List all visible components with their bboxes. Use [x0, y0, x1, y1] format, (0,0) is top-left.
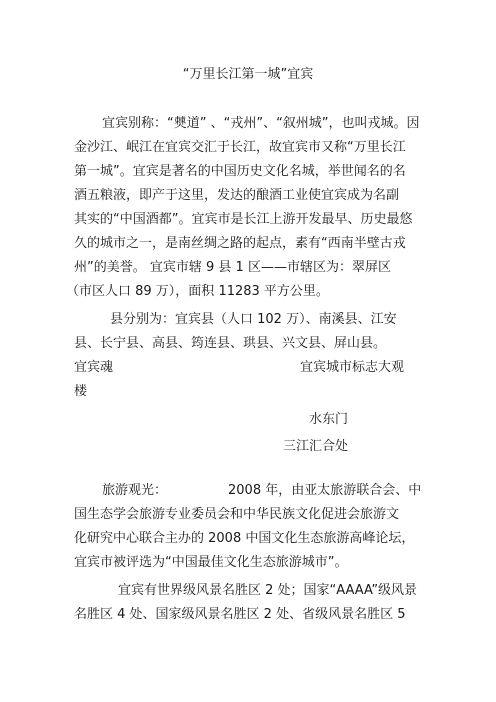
landmark-item: 水东门: [309, 412, 349, 427]
paragraph-1-line-5: 其实的“中国酒都”。宜宾市是长江上游开发最早、历史最悠: [74, 212, 413, 227]
landmark-label: 宜宾城市标志大观: [300, 360, 405, 375]
soul-label: 宜宾魂: [74, 360, 114, 375]
landmark-label-cont: 楼: [74, 384, 88, 399]
tourism-label: 旅游观光：: [102, 483, 168, 498]
paragraph-2-line-2: 县、长宁县、高县、筠连县、珙县、兴文县、屏山县。: [74, 336, 387, 351]
paragraph-1-line-6: 久的城市之一，是南丝绸之路的起点，素有“西南半壁古戎: [74, 236, 406, 251]
paragraph-4-line-1: 宜宾有世界级风景名胜区 2 处；国家“AAAA”级风景: [118, 583, 418, 598]
document-title: “万里长江第一城”宜宾: [182, 67, 314, 82]
paragraph-1-line-1: 宜宾别称：“僰道” 、“戎州”、“叙州城”，也叫戎城。因: [102, 116, 420, 131]
paragraph-3-line-3: 化研究中心联合主办的 2008 中国文化生态旅游高峰论坛，: [74, 531, 415, 546]
paragraph-4-line-2: 名胜区 4 处、国家级风景名胜区 2 处、省级风景名胜区 5: [74, 607, 406, 622]
paragraph-1-line-4: 酒五粮液，即产于这里，发达的酿酒工业使宜宾成为名副: [74, 188, 400, 203]
paragraph-1-line-7: 州”的美誉。 宜宾市辖 9 县 1 区——市辖区为：翠屏区: [74, 260, 391, 275]
landmark-item: 三江汇合处: [283, 439, 349, 454]
paragraph-3-line-4: 宜宾市被评选为“中国最佳文化生态旅游城市”。: [74, 555, 348, 570]
paragraph-3-line-1: 2008 年，由亚太旅游联合会、中: [228, 483, 422, 498]
paragraph-1-line-3: 第一城”。宜宾是著名的中国历史文化名城，举世闻名的名: [74, 164, 406, 179]
paragraph-3-line-2: 国生态学会旅游专业委员会和中华民族文化促进会旅游文: [74, 507, 400, 522]
paragraph-1-line-8: （市区人口 89 万），面积 11283 平方公里。: [66, 284, 329, 299]
paragraph-2-line-1: 县分别为：宜宾县（人口 102 万）、南溪县、江安: [110, 312, 397, 327]
paragraph-1-line-2: 金沙江、岷江在宜宾交汇于长江，故宜宾市又称“万里长江: [74, 140, 406, 155]
